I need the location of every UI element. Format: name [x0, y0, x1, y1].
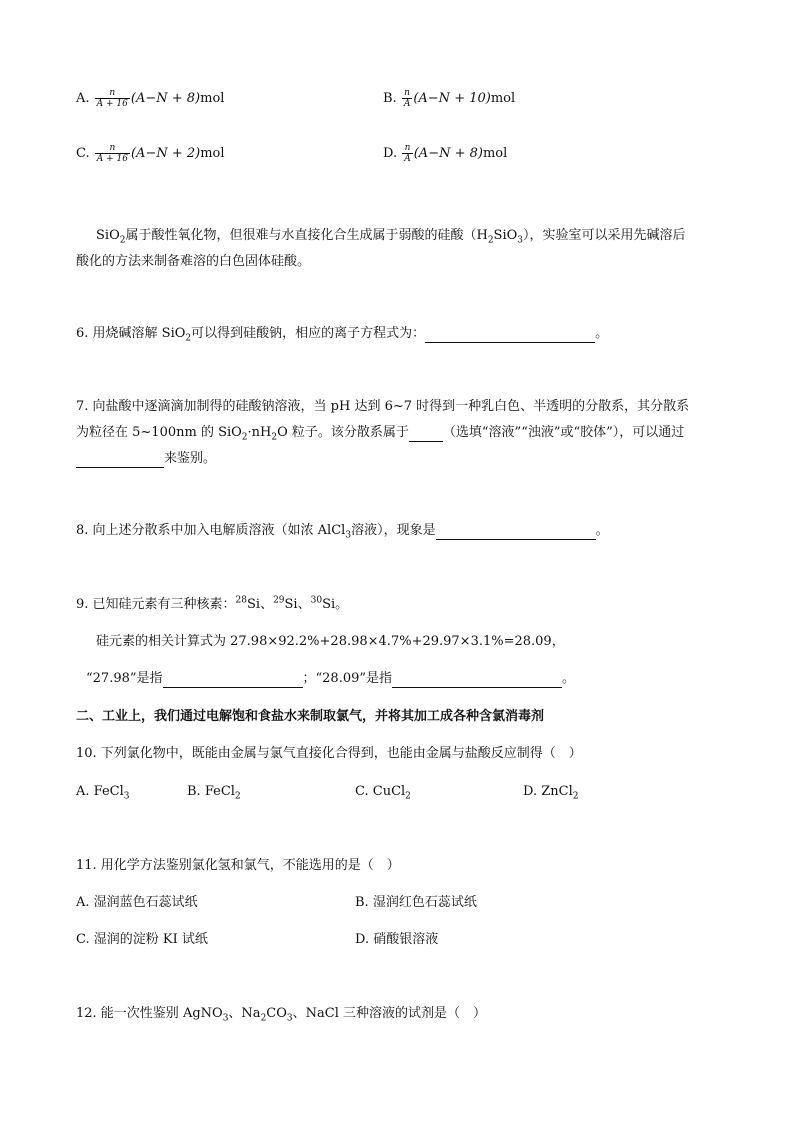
- answer-blank-8[interactable]: [436, 525, 596, 540]
- q10-option-b: B. FeCl$_2$: [187, 784, 241, 802]
- q5-option-c: C. $\frac{n}{A + 16}$ (A−N + 2)mol: [76, 143, 225, 164]
- q10-option-c: C. CuCl$_2$: [355, 784, 411, 802]
- answer-blank-9b[interactable]: [392, 673, 562, 688]
- intro-line-2: 酸化的方法来制备难溶的白色固体硅酸。: [76, 254, 311, 269]
- q10-option-d: D. ZnCl$_2$: [523, 784, 579, 802]
- answer-blank-9a[interactable]: [163, 673, 303, 688]
- q5-option-b: B. $\frac{n}{A}$ (A−N + 10)mol: [383, 88, 516, 109]
- question-7-line-1: 7. 向盐酸中逐滴滴加制得的硅酸钠溶液，当 pH 达到 6~7 时得到一种乳白色、半透明的分散系，其分散系: [76, 399, 690, 414]
- question-9-line-2: 硅元素的相关计算式为 27.98×92.2%+28.98×4.7%+29.97×3.1%=28.09，: [96, 634, 565, 649]
- q5-option-a: A. $\frac{n}{A + 16}$ (A−N + 8)mol: [76, 88, 225, 109]
- question-7-line-3: 来鉴别。: [76, 450, 216, 468]
- intro-line-1: SiO$_2$属于酸性氧化物，但很难与水直接化合生成属于弱酸的硅酸$(H_2SiO_3)$，实验室可以采用先碱溶后: [96, 228, 686, 246]
- q5-option-d: D. $\frac{n}{A}$ (A−N + 8)mol: [383, 143, 508, 164]
- q10-option-a: A. FeCl$_3$: [76, 784, 130, 802]
- question-9-line-3: “27.98”是指 ；“28.09”是指 。: [86, 671, 576, 686]
- question-8: 8. 向上述分散系中加入电解质溶液（如浓 AlCl$_3$溶液），现象是 。: [76, 523, 609, 541]
- answer-blank-7a[interactable]: [409, 427, 443, 442]
- section-2-heading: 二、工业上，我们通过电解饱和食盐水来制取氯气，并将其加工成各种含氯消毒剂: [76, 709, 545, 724]
- q11-option-b: B. 湿润红色石蕊试纸: [355, 895, 477, 910]
- q11-option-c: C. 湿润的淀粉 KI 试纸: [76, 932, 208, 947]
- question-6: 6. 用烧碱溶解 SiO$_2$可以得到硅酸钠，相应的离子方程式为： 。: [76, 326, 609, 344]
- question-10: 10. 下列氯化物中，既能由金属与氯气直接化合得到，也能由金属与盐酸反应制得（ ）: [76, 746, 582, 761]
- q11-option-d: D. 硝酸银溶液: [355, 932, 439, 947]
- answer-blank-7b[interactable]: [76, 453, 164, 468]
- question-7-line-2: 为粒径在 5~100nm 的 $SiO_2\cdot nH_2O$ 粒子。该分散系属于 （选填“溶液”“浊液”或“胶体”），可以通过: [76, 425, 685, 443]
- question-11: 11. 用化学方法鉴别氯化氢和氯气，不能选用的是（ ）: [76, 858, 400, 873]
- question-12: 12. 能一次性鉴别 AgNO$_3$、$Na_2CO_3$、NaCl 三种溶液的试剂是（ ）: [76, 1006, 487, 1024]
- question-9-line-1: 9. 已知硅元素有三种核素：$^{28}$Si、$^{29}$Si、$^{30}$Si。: [76, 595, 349, 612]
- answer-blank-6[interactable]: [425, 328, 595, 343]
- q11-option-a: A. 湿润蓝色石蕊试纸: [76, 895, 198, 910]
